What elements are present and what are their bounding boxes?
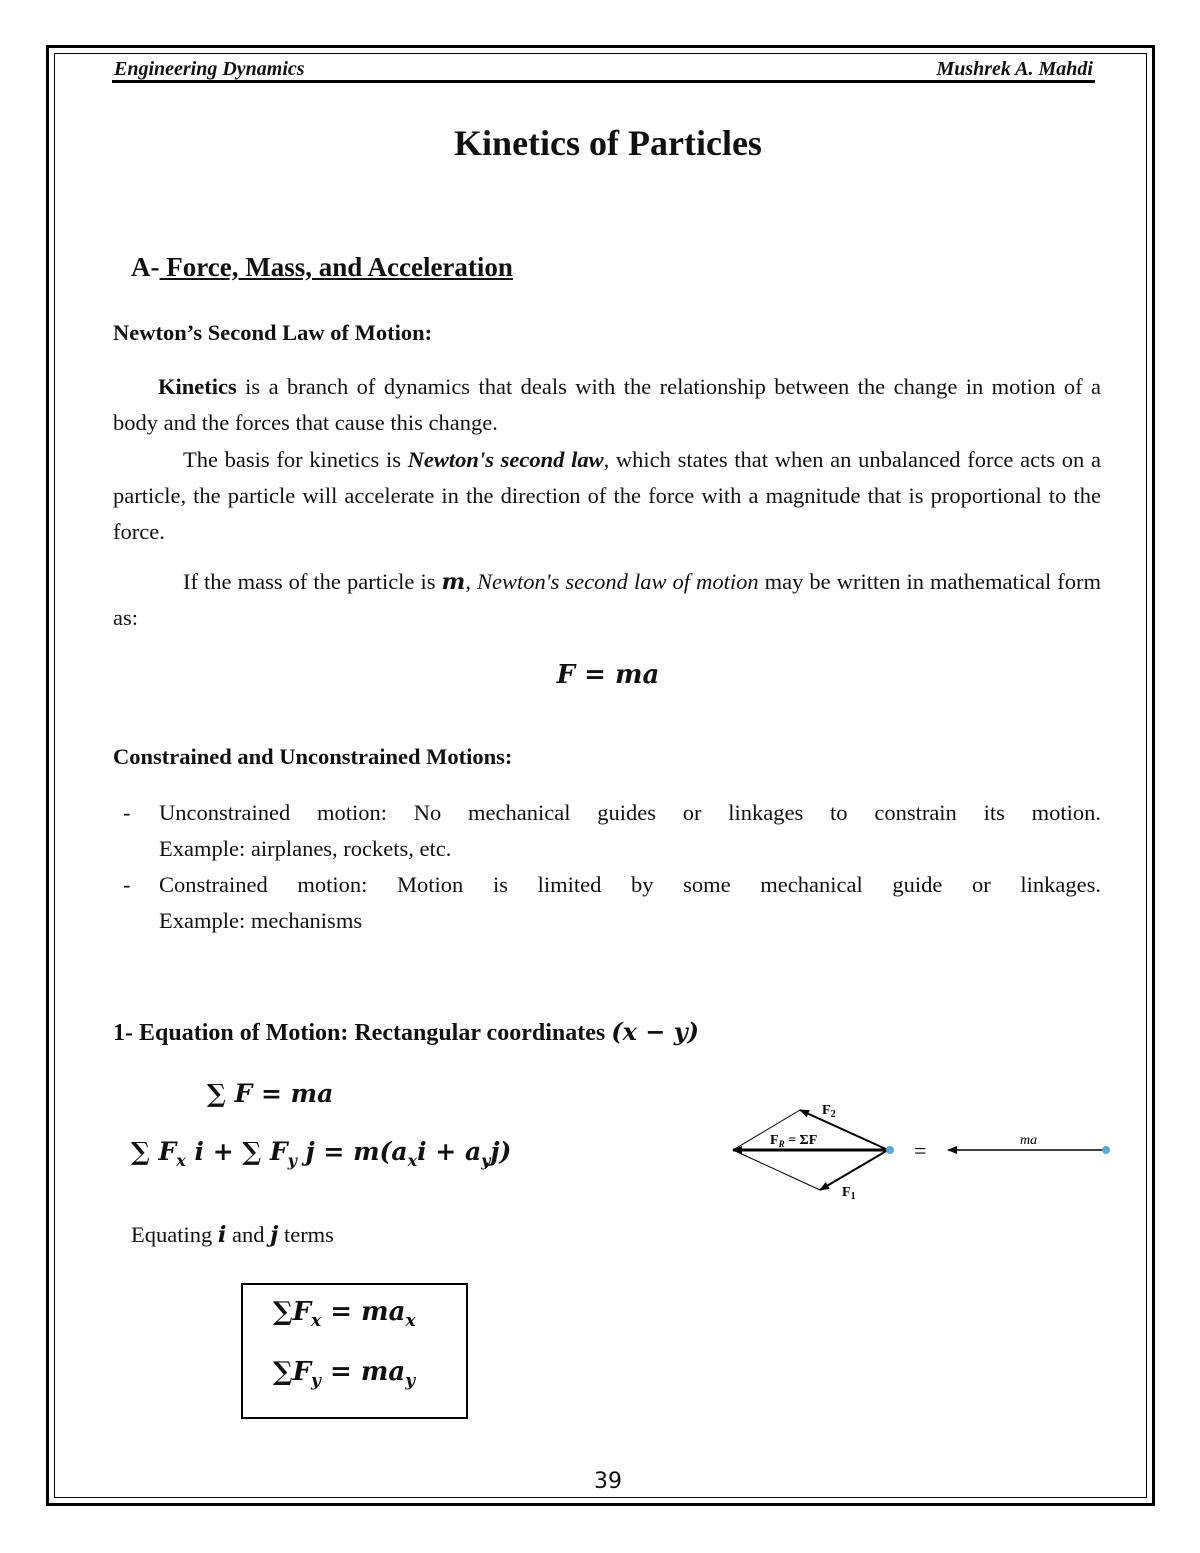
- newton-law-rest: , which states that when an unbalanced force acts on a particle, the particle will accelerate in the direction of the force with a magnitude that is proportional to the force.: [113, 447, 1101, 544]
- component-equation: [131, 1137, 511, 1170]
- eq-part: ∑ F: [131, 1137, 177, 1166]
- newton-law-paragraph: [113, 442, 1101, 550]
- motion-list: [113, 795, 1101, 939]
- constrained-heading: Constrained and Unconstrained Motions:: [113, 744, 513, 769]
- header-rule: [112, 80, 1095, 83]
- main-equation-text: F = ma: [556, 660, 660, 690]
- resultant-label: $F_R = \Sigma F$: [770, 1133, 818, 1149]
- eq-sub: x: [405, 1311, 416, 1332]
- f1-label: $F_1$: [842, 1185, 856, 1202]
- header-author: Mushrek A. Mahdi: [936, 58, 1093, 80]
- equating-rest: terms: [278, 1222, 334, 1247]
- list-dash: -: [123, 872, 131, 897]
- mass-symbol: m: [441, 569, 466, 595]
- equating-and: and: [226, 1222, 271, 1247]
- list-dash: -: [123, 800, 131, 825]
- ma-label: ma: [1020, 1133, 1038, 1148]
- mass-rest: may be written in mathematical form as:: [113, 569, 1102, 630]
- main-equation: [0, 660, 1200, 690]
- mass-emph: Newton's second law of motion: [477, 569, 759, 594]
- list-item-line2: Example: mechanisms: [159, 908, 363, 933]
- equating-start: Equating: [131, 1222, 218, 1247]
- mass-paragraph: [113, 564, 1101, 636]
- newton-heading: Newton’s Second Law of Motion:: [113, 320, 433, 345]
- section-a-heading: [131, 252, 513, 283]
- kinetics-text: is a branch of dynamics that deals with the relationship between the change in motion of a body and the forces that cause this change.: [113, 374, 1101, 435]
- boxed-equation-x: [273, 1297, 416, 1331]
- list-item-line2: Example: airplanes, rockets, etc.: [159, 836, 452, 861]
- equating-j: j: [270, 1222, 279, 1248]
- eq-part: ∑F: [273, 1357, 312, 1387]
- f1-guide-line: [733, 1150, 820, 1190]
- section-1-heading: [113, 1017, 699, 1047]
- equating-text: [131, 1217, 731, 1253]
- f1-arrow: [820, 1150, 888, 1190]
- list-item-line1: Unconstrained motion: No mechanical guides or linkages to constrain its motion.: [159, 800, 1101, 825]
- eq-part: i + a: [417, 1137, 482, 1166]
- eq-sub: y: [287, 1151, 297, 1170]
- section-a-title: Force, Mass, and Acceleration: [159, 252, 513, 282]
- kinetics-term: Kinetics: [158, 374, 237, 399]
- page-title: Kinetics of Particles: [454, 123, 762, 163]
- sum-force-equation: ∑ F = ma: [207, 1079, 334, 1108]
- eq-sub: y: [405, 1371, 416, 1392]
- header-course: Engineering Dynamics: [114, 58, 305, 80]
- ma-dot: [1102, 1146, 1110, 1154]
- newton-law-start: The basis for kinetics is: [183, 447, 408, 472]
- eq-sub: x: [407, 1151, 418, 1170]
- eq-sub: y: [311, 1371, 321, 1392]
- eq-part: = ma: [321, 1297, 406, 1327]
- eq-part: ∑F: [273, 1297, 312, 1327]
- eq-part: i + ∑ F: [185, 1137, 288, 1166]
- section-1-title: 1- Equation of Motion: Rectangular coordinates: [113, 1020, 612, 1046]
- kinetics-paragraph: [113, 369, 1101, 441]
- particle-dot: [886, 1146, 894, 1154]
- boxed-equation-y: [273, 1357, 415, 1391]
- mass-start: If the mass of the particle is: [183, 569, 442, 594]
- section-a-prefix: A-: [131, 252, 160, 282]
- list-item: [113, 795, 1101, 867]
- page-number: 39: [594, 1469, 622, 1494]
- eq-sub: x: [311, 1311, 322, 1332]
- list-item: [113, 867, 1101, 939]
- eq-part: = ma: [320, 1357, 406, 1387]
- boxed-equations: [241, 1283, 468, 1419]
- eq-part: j = m(a: [296, 1137, 408, 1166]
- section-1-coords: (x − y): [611, 1017, 700, 1046]
- newton-law-emph: Newton's second law: [407, 447, 604, 472]
- f2-label: $F_2$: [822, 1103, 836, 1120]
- eq-sub: x: [176, 1151, 186, 1170]
- equals-sign: =: [914, 1138, 927, 1163]
- eq-part: j): [490, 1137, 512, 1166]
- mass-comma: ,: [465, 569, 478, 594]
- list-item-line1: Constrained motion: Motion is limited by some mechanical guide or linkages.: [159, 872, 1101, 897]
- eq-sub: y: [481, 1151, 491, 1170]
- force-diagram: [728, 1098, 1118, 1208]
- equating-i: i: [217, 1222, 227, 1248]
